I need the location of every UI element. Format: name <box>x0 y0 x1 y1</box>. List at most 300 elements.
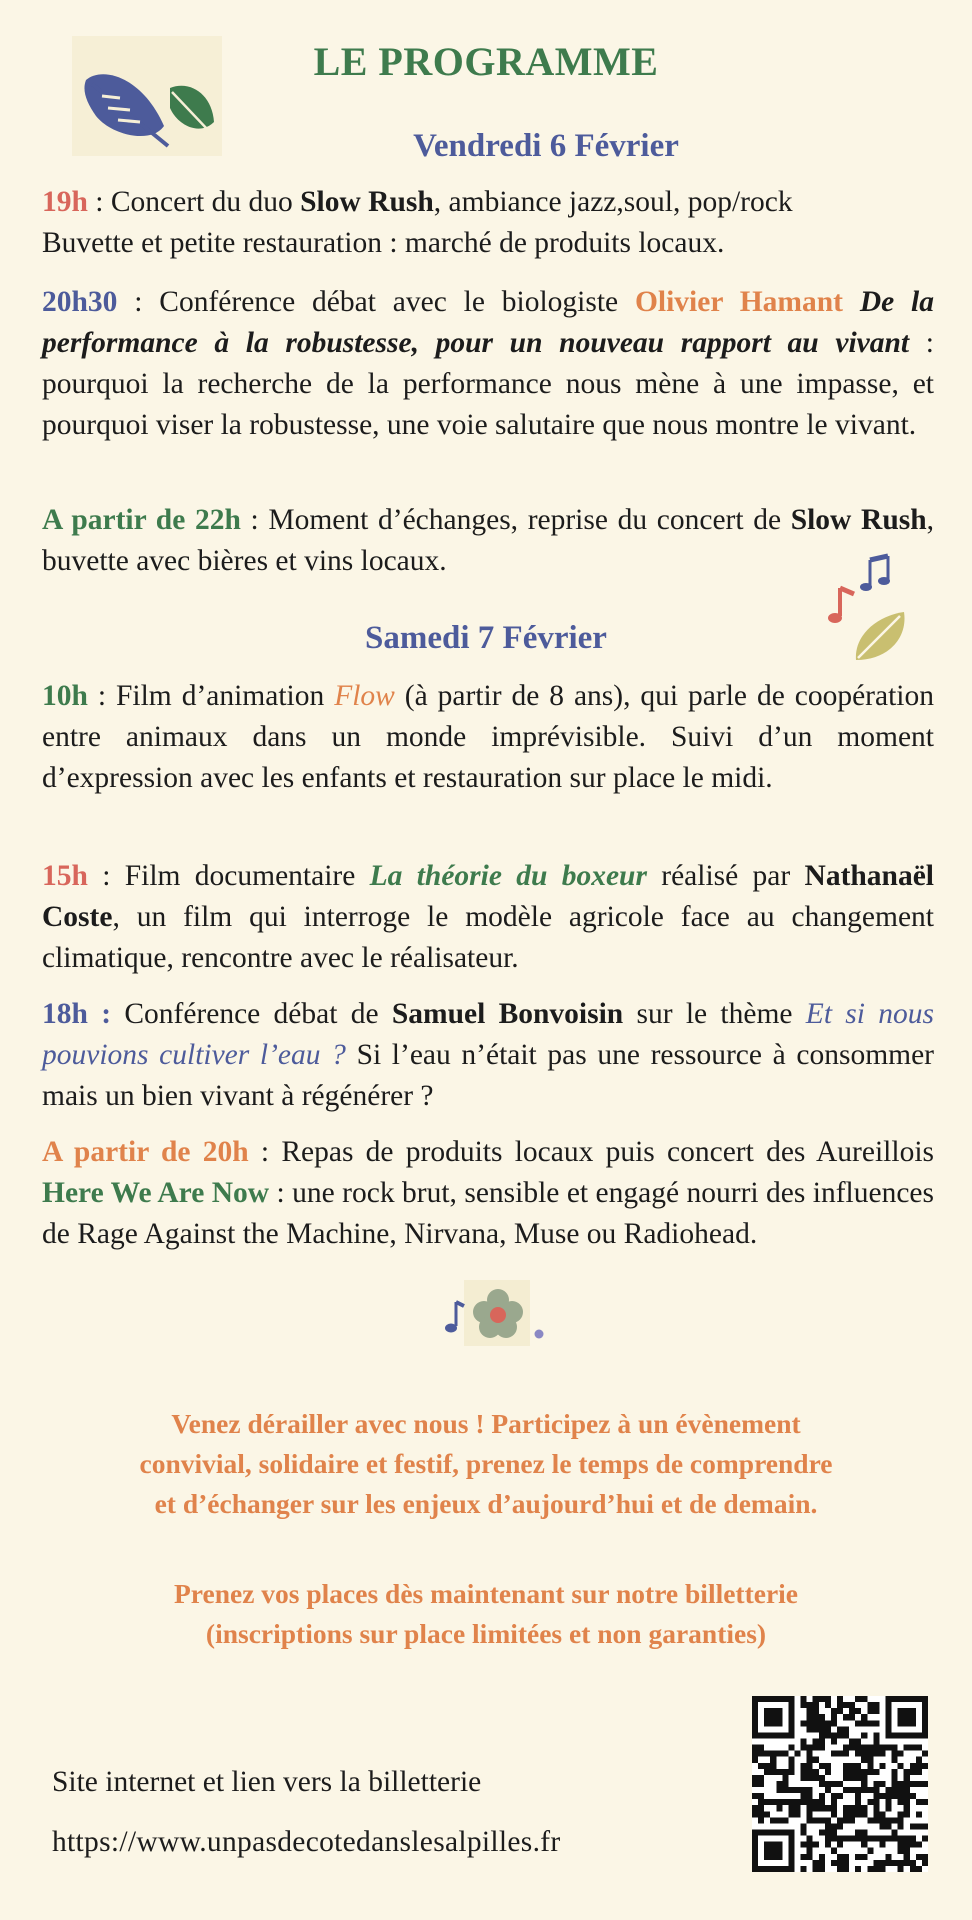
qr-module <box>873 1745 879 1751</box>
qr-module <box>873 1799 879 1805</box>
qr-module <box>855 1854 861 1860</box>
flower-icon <box>434 1280 550 1346</box>
qr-module <box>813 1714 819 1720</box>
qr-module <box>898 1860 904 1866</box>
qr-module <box>807 1751 813 1757</box>
qr-module <box>867 1866 873 1872</box>
qr-module <box>873 1751 879 1757</box>
qr-module <box>819 1817 825 1823</box>
qr-module <box>776 1805 782 1811</box>
qr-module <box>807 1848 813 1854</box>
event-text: , un film qui interroge le modèle agricole face au changement climatique, rencontre avec le réalisateur. <box>42 901 934 974</box>
qr-module <box>886 1799 892 1805</box>
qr-module <box>801 1745 807 1751</box>
event-text: : une rock brut, sensible et engagé nourri des influences de Rage Against the Machine, Nirvana, Muse ou Radiohead. <box>42 1177 934 1250</box>
qr-module <box>807 1702 813 1708</box>
band-name: Slow Rush <box>300 186 434 218</box>
qr-module <box>801 1866 807 1872</box>
qr-module <box>873 1720 879 1726</box>
qr-module <box>892 1751 898 1757</box>
qr-module <box>904 1854 910 1860</box>
qr-module <box>819 1714 825 1720</box>
qr-module <box>904 1799 910 1805</box>
qr-module <box>916 1811 922 1817</box>
qr-module <box>922 1860 928 1866</box>
qr-module <box>752 1793 758 1799</box>
qr-module <box>867 1769 873 1775</box>
qr-module <box>898 1787 904 1793</box>
qr-module <box>855 1738 861 1744</box>
qr-module <box>904 1775 910 1781</box>
qr-module <box>837 1866 843 1872</box>
qr-module <box>825 1787 831 1793</box>
qr-module <box>831 1714 837 1720</box>
qr-module <box>892 1745 898 1751</box>
qr-module <box>886 1745 892 1751</box>
qr-module <box>752 1811 758 1817</box>
qr-module <box>825 1702 831 1708</box>
qr-module <box>849 1811 855 1817</box>
qr-module <box>843 1763 849 1769</box>
qr-module <box>819 1860 825 1866</box>
qr-module <box>879 1793 885 1799</box>
qr-module <box>801 1763 807 1769</box>
qr-module <box>801 1775 807 1781</box>
event-saturday-20h <box>42 1132 934 1255</box>
event-text: : Film d’animation <box>87 680 335 712</box>
qr-module <box>831 1811 837 1817</box>
qr-module <box>794 1787 800 1793</box>
qr-module <box>886 1860 892 1866</box>
qr-module <box>849 1763 855 1769</box>
qr-module <box>849 1836 855 1842</box>
qr-module <box>831 1848 837 1854</box>
qr-module <box>855 1696 861 1702</box>
qr-module <box>825 1830 831 1836</box>
qr-module <box>843 1745 849 1751</box>
qr-module <box>855 1799 861 1805</box>
qr-module <box>794 1805 800 1811</box>
qr-module <box>825 1726 831 1732</box>
qr-module <box>892 1769 898 1775</box>
qr-module <box>825 1836 831 1842</box>
qr-module <box>813 1775 819 1781</box>
event-text: : Conférence débat avec le biologiste <box>117 286 635 318</box>
qr-module <box>813 1757 819 1763</box>
music-note-icon <box>445 1302 464 1333</box>
qr-module <box>873 1860 879 1866</box>
qr-module <box>831 1751 837 1757</box>
qr-module <box>825 1696 831 1702</box>
event-time: 19h <box>42 186 88 218</box>
qr-module <box>770 1757 776 1763</box>
qr-module <box>910 1842 916 1848</box>
qr-module <box>782 1769 788 1775</box>
qr-module <box>904 1769 910 1775</box>
qr-module <box>904 1745 910 1751</box>
qr-module <box>855 1830 861 1836</box>
band-name: Here We Are Now <box>42 1177 270 1209</box>
event-friday-19h <box>42 182 934 264</box>
event-time: 20h30 <box>42 286 118 318</box>
qr-module <box>801 1696 807 1702</box>
qr-module <box>758 1781 764 1787</box>
qr-module <box>758 1799 764 1805</box>
qr-module <box>861 1696 867 1702</box>
qr-module <box>922 1836 928 1842</box>
qr-module <box>861 1805 867 1811</box>
qr-module <box>837 1702 843 1708</box>
qr-module <box>898 1763 904 1769</box>
qr-module <box>837 1860 843 1866</box>
qr-module <box>849 1714 855 1720</box>
qr-module <box>843 1836 849 1842</box>
qr-module <box>843 1805 849 1811</box>
qr-module <box>855 1745 861 1751</box>
qr-module <box>807 1720 813 1726</box>
qr-module <box>807 1799 813 1805</box>
qr-module <box>904 1811 910 1817</box>
qr-module <box>813 1702 819 1708</box>
qr-module <box>764 1811 770 1817</box>
event-text: Conférence débat de <box>111 998 392 1030</box>
qr-module <box>788 1799 794 1805</box>
qr-module <box>873 1836 879 1842</box>
qr-module <box>843 1860 849 1866</box>
qr-module <box>861 1714 867 1720</box>
qr-module <box>898 1781 904 1787</box>
qr-module <box>813 1696 819 1702</box>
qr-module <box>873 1805 879 1811</box>
qr-module <box>788 1805 794 1811</box>
qr-module <box>892 1817 898 1823</box>
qr-module <box>831 1732 837 1738</box>
qr-module <box>910 1769 916 1775</box>
qr-module <box>873 1817 879 1823</box>
qr-module <box>892 1793 898 1799</box>
qr-module <box>819 1738 825 1744</box>
qr-module <box>831 1799 837 1805</box>
qr-module <box>837 1842 843 1848</box>
qr-module <box>855 1787 861 1793</box>
film-title: La théorie du boxeur <box>369 860 647 892</box>
qr-module <box>776 1769 782 1775</box>
qr-module <box>892 1830 898 1836</box>
qr-module <box>807 1854 813 1860</box>
qr-module <box>916 1769 922 1775</box>
qr-module <box>837 1781 843 1787</box>
qr-module <box>788 1787 794 1793</box>
qr-module <box>831 1805 837 1811</box>
qr-module <box>879 1745 885 1751</box>
qr-module <box>813 1805 819 1811</box>
qr-module <box>819 1805 825 1811</box>
qr-module <box>819 1854 825 1860</box>
qr-module <box>752 1781 758 1787</box>
qr-module <box>819 1793 825 1799</box>
qr-module <box>867 1708 873 1714</box>
qr-module <box>855 1836 861 1842</box>
event-text: , ambiance jazz,soul, pop/rock <box>433 186 793 218</box>
qr-module <box>898 1793 904 1799</box>
qr-module <box>788 1757 794 1763</box>
qr-module <box>782 1799 788 1805</box>
qr-module <box>861 1842 867 1848</box>
qr-module <box>910 1793 916 1799</box>
qr-module <box>782 1787 788 1793</box>
qr-module <box>801 1823 807 1829</box>
qr-module <box>849 1805 855 1811</box>
qr-module <box>819 1830 825 1836</box>
qr-module <box>855 1751 861 1757</box>
qr-module <box>788 1763 794 1769</box>
qr-module <box>813 1720 819 1726</box>
qr-module <box>886 1854 892 1860</box>
qr-module <box>910 1781 916 1787</box>
qr-module <box>807 1745 813 1751</box>
cta-line: Venez dérailler avec nous ! Participez à un évènement <box>171 1408 801 1439</box>
qr-module <box>849 1738 855 1744</box>
qr-module <box>819 1696 825 1702</box>
film-title: Flow <box>334 680 395 712</box>
qr-module <box>855 1720 861 1726</box>
qr-module <box>873 1793 879 1799</box>
qr-module <box>831 1793 837 1799</box>
qr-module <box>825 1817 831 1823</box>
qr-module <box>807 1775 813 1781</box>
qr-module <box>813 1866 819 1872</box>
qr-module <box>879 1836 885 1842</box>
qr-module <box>849 1769 855 1775</box>
qr-module <box>807 1793 813 1799</box>
qr-module <box>855 1708 861 1714</box>
qr-module <box>837 1793 843 1799</box>
qr-module <box>849 1787 855 1793</box>
qr-module <box>770 1799 776 1805</box>
qr-module <box>867 1702 873 1708</box>
ticket-info <box>0 1574 972 1654</box>
qr-module <box>910 1763 916 1769</box>
qr-module <box>776 1799 782 1805</box>
qr-module <box>861 1836 867 1842</box>
qr-module <box>886 1805 892 1811</box>
qr-module <box>855 1866 861 1872</box>
qr-module <box>813 1799 819 1805</box>
qr-module <box>758 1745 764 1751</box>
qr-module <box>861 1757 867 1763</box>
footer-label: Site internet et lien vers la billetterie <box>52 1766 482 1798</box>
event-text: : Film documentaire <box>87 860 370 892</box>
event-time: A partir de 20h <box>42 1136 249 1168</box>
qr-module <box>922 1823 928 1829</box>
qr-module <box>916 1866 922 1872</box>
qr-module <box>843 1769 849 1775</box>
event-text: : Concert du duo <box>87 186 301 218</box>
qr-module <box>867 1836 873 1842</box>
qr-module <box>898 1751 904 1757</box>
qr-module <box>922 1854 928 1860</box>
qr-module <box>819 1775 825 1781</box>
qr-module <box>861 1732 867 1738</box>
qr-module <box>807 1757 813 1763</box>
qr-module <box>837 1823 843 1829</box>
qr-module <box>892 1781 898 1787</box>
event-time: A partir de 22h <box>42 504 241 536</box>
website-link[interactable]: https://www.unpasdecotedanslesalpilles.fr <box>52 1826 561 1858</box>
qr-module <box>916 1763 922 1769</box>
qr-module <box>843 1714 849 1720</box>
event-friday-20h30 <box>42 282 934 446</box>
qr-module <box>861 1745 867 1751</box>
qr-module <box>788 1811 794 1817</box>
qr-module <box>898 1823 904 1829</box>
qr-module <box>892 1836 898 1842</box>
qr-module <box>813 1738 819 1744</box>
qr-module <box>843 1866 849 1872</box>
qr-module <box>849 1702 855 1708</box>
qr-module <box>910 1823 916 1829</box>
event-text: Si l’eau n’était pas une ressource à consommer mais un bien vivant à régénérer ? <box>42 1039 934 1112</box>
qr-module <box>916 1781 922 1787</box>
qr-module <box>794 1751 800 1757</box>
qr-module <box>861 1769 867 1775</box>
qr-module <box>782 1817 788 1823</box>
speaker-name: Samuel Bonvoisin <box>391 998 624 1030</box>
cta-line: et d’échanger sur les enjeux d’aujourd’hui et de demain. <box>154 1488 818 1519</box>
qr-module <box>904 1787 910 1793</box>
qr-module <box>794 1811 800 1817</box>
event-text: , buvette avec bières et vins locaux. <box>42 504 934 577</box>
qr-module <box>843 1751 849 1757</box>
qr-module <box>904 1805 910 1811</box>
qr-module <box>904 1836 910 1842</box>
qr-module <box>843 1732 849 1738</box>
qr-module <box>916 1745 922 1751</box>
band-name: Slow Rush <box>790 504 927 536</box>
call-to-action <box>0 1404 972 1524</box>
qr-module <box>825 1769 831 1775</box>
qr-module <box>892 1860 898 1866</box>
qr-module <box>867 1848 873 1854</box>
qr-module <box>879 1781 885 1787</box>
qr-module <box>819 1866 825 1872</box>
qr-module <box>873 1738 879 1744</box>
qr-module <box>898 1811 904 1817</box>
qr-module <box>813 1726 819 1732</box>
qr-module <box>873 1781 879 1787</box>
qr-module <box>855 1805 861 1811</box>
day-heading-saturday: Samedi 7 Février <box>365 620 607 656</box>
event-time: 18h : <box>42 998 112 1030</box>
qr-module <box>807 1769 813 1775</box>
qr-module <box>861 1720 867 1726</box>
qr-module <box>819 1726 825 1732</box>
qr-module <box>807 1811 813 1817</box>
conference-title: De la performance à la robustesse, pour un nouveau rapport au vivant <box>42 286 935 359</box>
qr-module <box>819 1745 825 1751</box>
qr-module <box>831 1823 837 1829</box>
qr-module <box>849 1775 855 1781</box>
qr-module <box>807 1836 813 1842</box>
qr-module <box>758 1793 764 1799</box>
qr-code-icon[interactable] <box>752 1696 928 1872</box>
qr-module <box>819 1720 825 1726</box>
qr-module <box>861 1811 867 1817</box>
qr-module <box>879 1823 885 1829</box>
event-text: : Repas de produits locaux puis concert des Aureillois <box>248 1136 934 1168</box>
qr-module <box>922 1781 928 1787</box>
qr-module <box>813 1817 819 1823</box>
qr-module <box>764 1769 770 1775</box>
qr-module <box>837 1726 843 1732</box>
qr-module <box>788 1745 794 1751</box>
qr-module <box>770 1817 776 1823</box>
qr-module <box>916 1823 922 1829</box>
qr-module <box>867 1751 873 1757</box>
qr-module <box>819 1799 825 1805</box>
day-heading-friday: Vendredi 6 Février <box>413 128 679 164</box>
qr-module <box>758 1817 764 1823</box>
cta-line: convivial, solidaire et festif, prenez le temps de comprendre <box>139 1448 833 1479</box>
qr-module <box>855 1775 861 1781</box>
qr-module <box>849 1817 855 1823</box>
qr-module <box>879 1751 885 1757</box>
event-saturday-10h <box>42 676 934 799</box>
qr-module <box>898 1848 904 1854</box>
qr-module <box>837 1751 843 1757</box>
qr-module <box>843 1726 849 1732</box>
qr-module <box>910 1866 916 1872</box>
qr-module <box>819 1732 825 1738</box>
qr-module <box>837 1817 843 1823</box>
qr-module <box>831 1781 837 1787</box>
qr-module <box>752 1805 758 1811</box>
qr-module <box>801 1799 807 1805</box>
qr-module <box>788 1769 794 1775</box>
qr-module <box>807 1805 813 1811</box>
qr-module <box>861 1854 867 1860</box>
qr-module <box>801 1769 807 1775</box>
qr-module <box>776 1751 782 1757</box>
qr-module <box>861 1775 867 1781</box>
qr-module <box>807 1714 813 1720</box>
qr-module <box>843 1775 849 1781</box>
qr-module <box>898 1817 904 1823</box>
qr-module <box>807 1817 813 1823</box>
qr-module <box>916 1842 922 1848</box>
qr-module <box>758 1811 764 1817</box>
qr-module <box>873 1769 879 1775</box>
qr-module <box>819 1781 825 1787</box>
qr-module <box>861 1781 867 1787</box>
event-text: sur le thème <box>623 998 806 1030</box>
qr-module <box>831 1708 837 1714</box>
qr-module <box>867 1720 873 1726</box>
qr-module <box>916 1854 922 1860</box>
qr-module <box>922 1763 928 1769</box>
qr-module <box>910 1860 916 1866</box>
qr-module <box>898 1799 904 1805</box>
director-name: Nathanaël Coste <box>42 860 934 933</box>
qr-module <box>892 1757 898 1763</box>
qr-module <box>801 1830 807 1836</box>
qr-module <box>758 1763 764 1769</box>
qr-module <box>873 1732 879 1738</box>
qr-module <box>819 1763 825 1769</box>
qr-module <box>879 1866 885 1872</box>
qr-module <box>831 1738 837 1744</box>
event-text: Buvette et petite restauration : marché de produits locaux. <box>42 227 725 259</box>
